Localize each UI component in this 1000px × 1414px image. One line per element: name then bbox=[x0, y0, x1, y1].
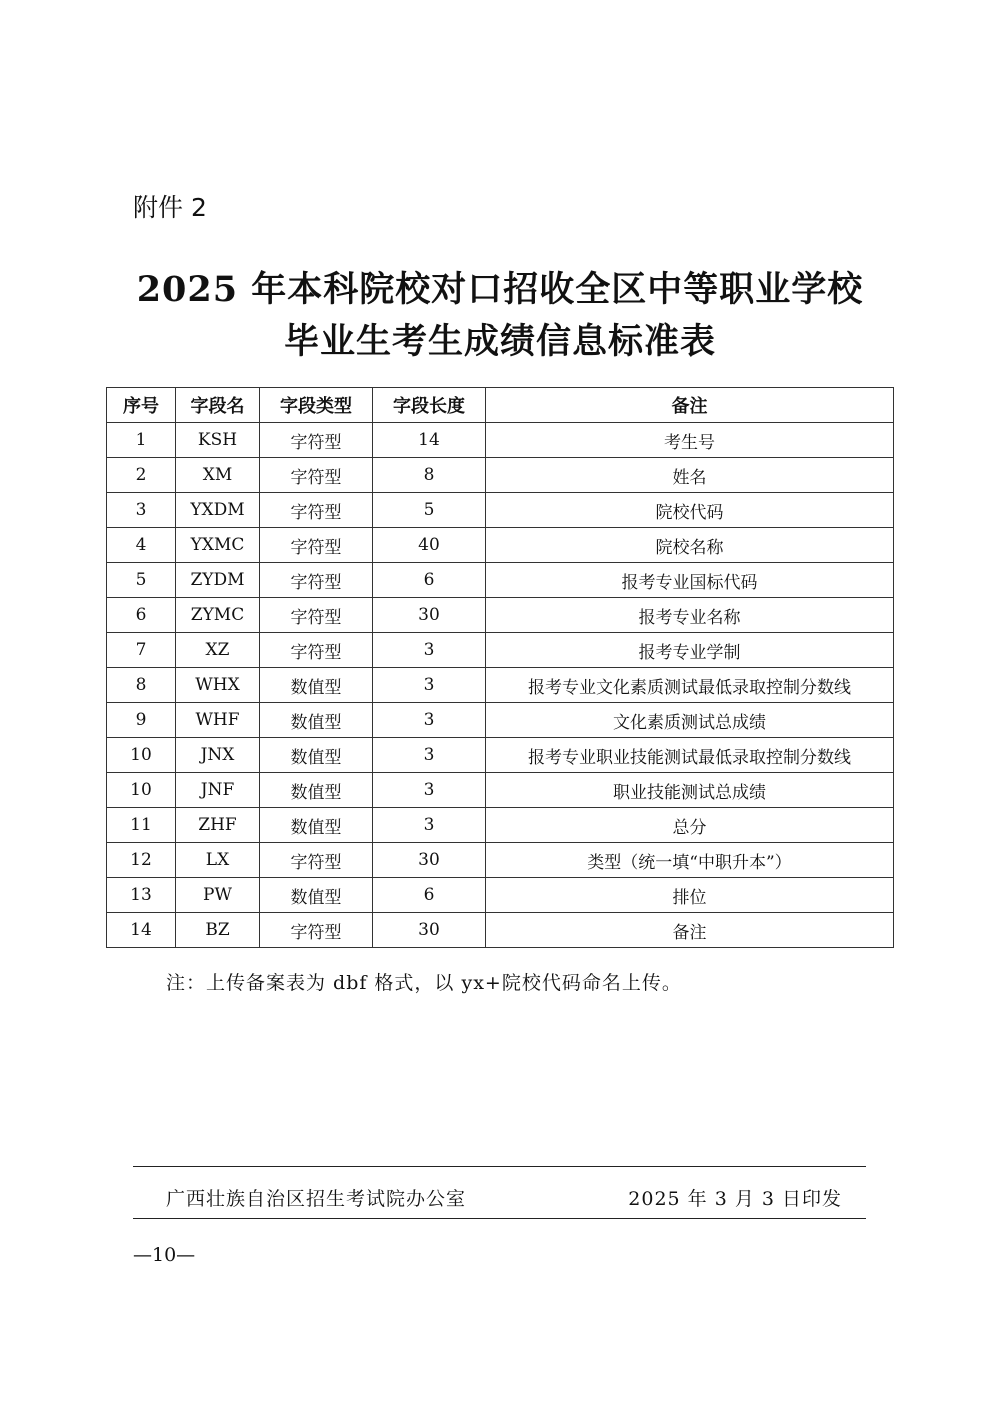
cell-index: 10 bbox=[107, 773, 176, 808]
table-row bbox=[107, 738, 894, 773]
cell-index: 12 bbox=[107, 843, 176, 878]
cell-index: 4 bbox=[107, 528, 176, 563]
cell-index: 9 bbox=[107, 703, 176, 738]
cell-remarks: 总分 bbox=[486, 808, 894, 843]
table-row bbox=[107, 423, 894, 458]
table-body bbox=[107, 423, 894, 948]
cell-field-type: 数值型 bbox=[260, 738, 373, 773]
table-row bbox=[107, 808, 894, 843]
cell-field-name: JNF bbox=[176, 773, 260, 808]
document-title-line-1: 2025 年本科院校对口招收全区中等职业学校 bbox=[136, 269, 864, 310]
cell-remarks: 类型（统一填“中职升本”） bbox=[486, 843, 894, 878]
cell-field-length: 3 bbox=[373, 738, 486, 773]
cell-field-name: ZYDM bbox=[176, 563, 260, 598]
cell-field-length: 3 bbox=[373, 773, 486, 808]
table-row bbox=[107, 773, 894, 808]
header-index: 序号 bbox=[107, 388, 176, 423]
cell-field-name: WHX bbox=[176, 668, 260, 703]
cell-field-type: 数值型 bbox=[260, 668, 373, 703]
cell-field-name: BZ bbox=[176, 913, 260, 948]
cell-index: 5 bbox=[107, 563, 176, 598]
cell-index: 3 bbox=[107, 493, 176, 528]
cell-remarks: 报考专业国标代码 bbox=[486, 563, 894, 598]
table-row bbox=[107, 493, 894, 528]
table-row bbox=[107, 878, 894, 913]
cell-index: 6 bbox=[107, 598, 176, 633]
table-row bbox=[107, 668, 894, 703]
standard-fields-table bbox=[106, 387, 894, 948]
cell-remarks: 姓名 bbox=[486, 458, 894, 493]
cell-field-name: YXDM bbox=[176, 493, 260, 528]
cell-field-length: 6 bbox=[373, 563, 486, 598]
footer-bottom-rule bbox=[133, 1218, 866, 1219]
attachment-label: 附件 2 bbox=[133, 193, 207, 222]
cell-field-name: XZ bbox=[176, 633, 260, 668]
cell-field-name: ZYMC bbox=[176, 598, 260, 633]
cell-field-type: 数值型 bbox=[260, 808, 373, 843]
table-row bbox=[107, 458, 894, 493]
page-number: —10— bbox=[133, 1244, 196, 1266]
cell-field-type: 字符型 bbox=[260, 843, 373, 878]
document-title-line-2: 毕业生考生成绩信息标准表 bbox=[283, 321, 716, 362]
issuing-office: 广西壮族自治区招生考试院办公室 bbox=[166, 1188, 467, 1210]
cell-field-name: WHF bbox=[176, 703, 260, 738]
cell-index: 14 bbox=[107, 913, 176, 948]
cell-field-type: 字符型 bbox=[260, 633, 373, 668]
cell-field-length: 30 bbox=[373, 913, 486, 948]
cell-index: 7 bbox=[107, 633, 176, 668]
cell-index: 11 bbox=[107, 808, 176, 843]
cell-field-name: KSH bbox=[176, 423, 260, 458]
footer-top-rule bbox=[133, 1166, 866, 1167]
cell-field-length: 40 bbox=[373, 528, 486, 563]
cell-field-length: 3 bbox=[373, 633, 486, 668]
cell-field-length: 3 bbox=[373, 668, 486, 703]
table-row bbox=[107, 598, 894, 633]
cell-field-type: 数值型 bbox=[260, 703, 373, 738]
table-header-row bbox=[107, 388, 894, 423]
header-field-length: 字段长度 bbox=[373, 388, 486, 423]
cell-field-type: 字符型 bbox=[260, 423, 373, 458]
cell-field-length: 3 bbox=[373, 703, 486, 738]
cell-remarks: 报考专业文化素质测试最低录取控制分数线 bbox=[486, 668, 894, 703]
cell-index: 13 bbox=[107, 878, 176, 913]
table-row bbox=[107, 703, 894, 738]
header-field-type: 字段类型 bbox=[260, 388, 373, 423]
table-row bbox=[107, 633, 894, 668]
cell-field-type: 字符型 bbox=[260, 913, 373, 948]
cell-remarks: 备注 bbox=[486, 913, 894, 948]
table-row bbox=[107, 843, 894, 878]
cell-remarks: 报考专业职业技能测试最低录取控制分数线 bbox=[486, 738, 894, 773]
issue-date: 2025 年 3 月 3 日印发 bbox=[628, 1188, 842, 1210]
cell-remarks: 职业技能测试总成绩 bbox=[486, 773, 894, 808]
cell-field-name: YXMC bbox=[176, 528, 260, 563]
cell-remarks: 考生号 bbox=[486, 423, 894, 458]
cell-field-type: 字符型 bbox=[260, 563, 373, 598]
cell-field-name: LX bbox=[176, 843, 260, 878]
header-field-name: 字段名 bbox=[176, 388, 260, 423]
cell-field-name: PW bbox=[176, 878, 260, 913]
cell-index: 8 bbox=[107, 668, 176, 703]
cell-remarks: 排位 bbox=[486, 878, 894, 913]
cell-field-type: 数值型 bbox=[260, 773, 373, 808]
cell-field-name: XM bbox=[176, 458, 260, 493]
cell-index: 1 bbox=[107, 423, 176, 458]
cell-field-name: ZHF bbox=[176, 808, 260, 843]
cell-field-type: 数值型 bbox=[260, 878, 373, 913]
cell-field-type: 字符型 bbox=[260, 493, 373, 528]
cell-remarks: 院校代码 bbox=[486, 493, 894, 528]
cell-field-name: JNX bbox=[176, 738, 260, 773]
table-row bbox=[107, 913, 894, 948]
cell-field-type: 字符型 bbox=[260, 458, 373, 493]
cell-field-length: 14 bbox=[373, 423, 486, 458]
cell-field-length: 8 bbox=[373, 458, 486, 493]
cell-index: 10 bbox=[107, 738, 176, 773]
cell-remarks: 院校名称 bbox=[486, 528, 894, 563]
cell-field-length: 6 bbox=[373, 878, 486, 913]
cell-field-length: 3 bbox=[373, 808, 486, 843]
cell-field-type: 字符型 bbox=[260, 528, 373, 563]
cell-index: 2 bbox=[107, 458, 176, 493]
cell-remarks: 报考专业名称 bbox=[486, 598, 894, 633]
cell-field-length: 30 bbox=[373, 843, 486, 878]
cell-remarks: 文化素质测试总成绩 bbox=[486, 703, 894, 738]
upload-note: 注：上传备案表为 dbf 格式，以 yx+院校代码命名上传。 bbox=[166, 972, 682, 994]
cell-remarks: 报考专业学制 bbox=[486, 633, 894, 668]
table-row bbox=[107, 563, 894, 598]
cell-field-length: 5 bbox=[373, 493, 486, 528]
cell-field-type: 字符型 bbox=[260, 598, 373, 633]
cell-field-length: 30 bbox=[373, 598, 486, 633]
table-row bbox=[107, 528, 894, 563]
header-remarks: 备注 bbox=[486, 388, 894, 423]
